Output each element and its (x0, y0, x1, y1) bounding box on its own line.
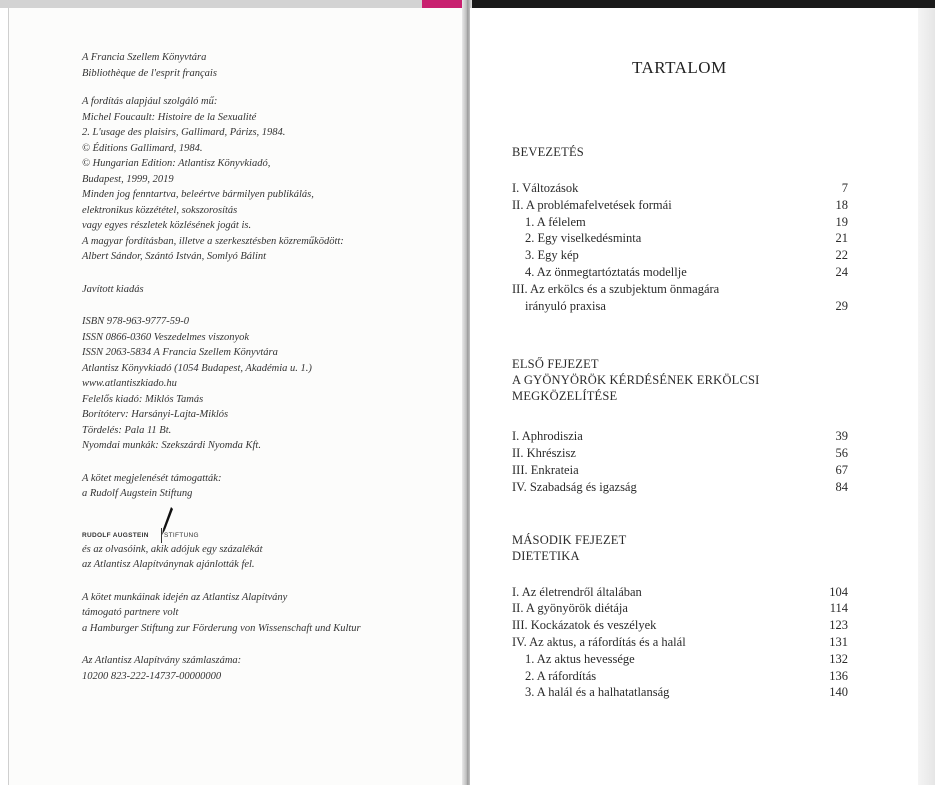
top-edge-left (0, 0, 462, 8)
toc-entry[interactable] (512, 214, 852, 231)
toc-entry-label: III. Az erkölcs és a szubjektum önmagára (512, 281, 720, 296)
toc-entry-label: III. Enkrateia (512, 462, 579, 477)
translation-line: Budapest, 1999, 2019 (82, 173, 174, 185)
top-edge-right (470, 0, 935, 8)
toc-entry-label: 4. Az önmegtartóztatás modellje (525, 264, 687, 279)
toc-page-number: 104 (829, 584, 848, 599)
toc-entry-label: IV. Szabadság és igazság (512, 479, 637, 494)
translation-line: © Éditions Gallimard, 1984. (82, 142, 203, 154)
translation-line: 2. L'usage des plaisirs, Gallimard, Párizs, 1984. (82, 127, 286, 138)
section-heading: BEVEZETÉS (512, 145, 584, 159)
toc-entry[interactable] (512, 180, 852, 197)
translation-line: A fordítás alapjául szolgáló mű: (82, 96, 218, 107)
thanks-line: az Atlantisz Alapítványnak ajánlották fel. (82, 559, 255, 570)
thanks-line: és az olvasóink, akik adójuk egy százalékát (82, 543, 263, 555)
toc-entry[interactable] (512, 462, 852, 479)
partner-line: A kötet munkáinak idején az Atlantisz Alapítvány (82, 591, 288, 603)
support-line: A kötet megjelenését támogatták: (82, 472, 222, 484)
publishing-line: ISSN 2063-5834 A Francia Szellem Könyvtára (82, 347, 278, 358)
publishing-line: Atlantisz Könyvkiadó (1054 Budapest, Akadémia u. 1.) (82, 362, 312, 374)
publishing-line: ISSN 0866-0360 Veszedelmes viszonyok (82, 331, 250, 343)
toc-section (512, 532, 852, 702)
toc-title: TARTALOM (632, 58, 727, 77)
toc-page-number: 114 (829, 601, 848, 616)
bookmark-ribbon (422, 0, 462, 8)
toc-page-number: 18 (835, 197, 848, 212)
toc-page-number: 56 (835, 446, 848, 461)
table-of-contents (512, 144, 852, 701)
toc-entry[interactable] (512, 281, 852, 298)
imprint-block (82, 50, 442, 684)
toc-page-number: 140 (829, 685, 848, 700)
toc-page-number: 21 (835, 231, 848, 246)
toc-entry[interactable] (512, 668, 852, 685)
translation-line: Minden jog fenntartva, beleértve bármilyen publikálás, (82, 189, 314, 200)
toc-entry[interactable] (512, 230, 852, 247)
toc-entry[interactable] (512, 617, 852, 634)
toc-page-number: 29 (835, 298, 848, 313)
section-heading: DIETETIKA (512, 548, 580, 563)
translation-line: A magyar fordításban, illetve a szerkesztésben közreműködött: (82, 235, 344, 247)
publishing-line: www.atlantiszkiado.hu (82, 378, 177, 389)
edition-note: Javított kiadás (82, 283, 144, 295)
toc-entry[interactable] (512, 445, 852, 462)
toc-entry[interactable] (512, 651, 852, 668)
translation-line: © Hungarian Edition: Atlantisz Könyvkiadó, (82, 158, 271, 169)
toc-entry-label: IV. Az aktus, a ráfordítás és a halál (512, 634, 686, 649)
translation-line: Albert Sándor, Szántó István, Somlyó Bálint (82, 251, 267, 262)
logo-brand-text-2: STIFTUNG (161, 528, 199, 544)
section-heading: A GYÖNYÖRÖK KÉRDÉSÉNEK ERKÖLCSI (512, 373, 760, 388)
toc-page-number: 67 (835, 462, 848, 477)
toc-page-number: 123 (829, 618, 848, 633)
translation-line: elektronikus közzététel, sokszorosítás (82, 204, 238, 216)
partner-line: támogató partnere volt (82, 607, 179, 618)
publishing-line: Nyomdai munkák: Szekszárdi Nyomda Kft. (82, 440, 261, 451)
toc-entry-label: III. Kockázatok és veszélyek (512, 618, 657, 633)
publishing-line: Felelős kiadó: Miklós Tamás (82, 393, 204, 405)
toc-page-number: 39 (835, 429, 848, 444)
toc-entry-label: II. Khrészisz (512, 446, 576, 461)
toc-entry-label: 1. Az aktus hevessége (525, 651, 635, 666)
section-heading: ELSŐ FEJEZET (512, 357, 599, 372)
toc-entry[interactable] (512, 247, 852, 264)
toc-entry-label: I. Változások (512, 181, 579, 195)
series-line: Bibliothèque de l'esprit français (82, 67, 217, 79)
account-line: 10200 823-222-14737-00000000 (82, 670, 222, 682)
toc-entry-label: II. A problémafelvetések formái (512, 197, 672, 212)
section-heading: MEGKÖZELÍTÉSE (512, 389, 618, 404)
toc-entry[interactable] (512, 264, 852, 281)
toc-section (512, 144, 852, 314)
toc-entry-label: 2. A ráfordítás (525, 668, 597, 683)
toc-page-number: 136 (829, 668, 848, 683)
toc-entry-label: 3. A halál és a halhatatlanság (525, 685, 670, 700)
partner-line: a Hamburger Stiftung zur Förderung von Wissenschaft und Kultur (82, 622, 361, 634)
toc-page-number: 84 (835, 479, 848, 494)
translation-line: vagy egyes részletek közlésének jogát is. (82, 220, 252, 231)
toc-page-number: 24 (835, 264, 848, 279)
toc-entry[interactable] (512, 197, 852, 214)
toc-page-number: 7 (841, 181, 848, 195)
support-line: a Rudolf Augstein Stiftung (82, 488, 193, 499)
toc-page-number: 22 (835, 248, 848, 263)
toc-page-number: 131 (829, 634, 848, 649)
toc-entry[interactable] (512, 600, 852, 617)
section-heading: MÁSODIK FEJEZET (512, 532, 627, 547)
toc-entry[interactable] (512, 584, 852, 601)
publishing-line: ISBN 978-963-9777-59-0 (82, 316, 190, 327)
toc-entry[interactable] (512, 634, 852, 651)
toc-entry-label: 3. Egy kép (525, 248, 579, 263)
toc-page-number: 19 (835, 214, 848, 229)
toc-entry[interactable] (512, 479, 852, 496)
augstein-logo (82, 506, 442, 542)
series-line: A Francia Szellem Könyvtára (82, 52, 207, 63)
toc-entry-label: irányuló praxisa (525, 298, 606, 313)
translation-line: Michel Foucault: Histoire de la Sexualité (82, 111, 257, 123)
toc-entry[interactable] (512, 428, 852, 445)
toc-entry-label: I. Az életrendről általában (512, 584, 642, 599)
page-edge (918, 8, 935, 785)
toc-entry-label: II. A gyönyörök diétája (512, 601, 628, 616)
toc-section (512, 356, 852, 495)
toc-entry-label: I. Aphrodiszia (512, 429, 583, 444)
toc-entry-label: 1. A félelem (525, 214, 586, 229)
logo-brand-text: RUDOLF AUGSTEIN (82, 531, 149, 539)
publishing-line: Borítóterv: Harsányi-Lajta-Miklós (82, 409, 229, 420)
toc-entry[interactable] (512, 298, 852, 315)
toc-page-number: 132 (829, 651, 848, 666)
account-line: Az Atlantisz Alapítvány számlaszáma: (82, 655, 242, 666)
toc-entry[interactable] (512, 684, 852, 701)
toc-entry-label: 2. Egy viselkedésminta (525, 231, 642, 246)
publishing-line: Tördelés: Pala 11 Bt. (82, 424, 172, 436)
